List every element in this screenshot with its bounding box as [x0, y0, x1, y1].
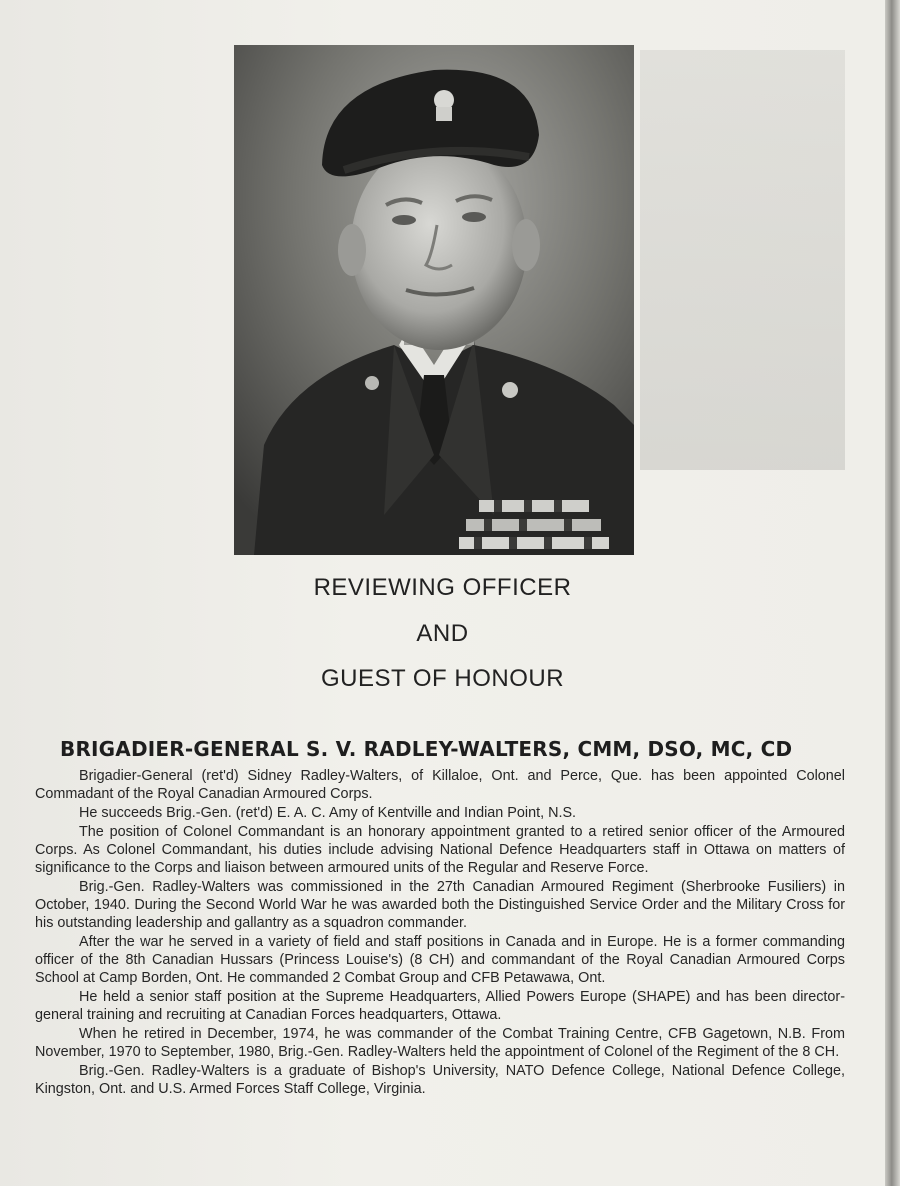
officer-name-heading: BRIGADIER-GENERAL S. V. RADLEY-WALTERS, CMM, DSO, MC, CD	[60, 737, 793, 761]
paragraph: Brigadier-General (ret'd) Sidney Radley-Walters, of Killaloe, Ont. and Perce, Que. has been appointed Colonel Commadant of the Royal Canadian Armoured Corps.	[35, 768, 845, 802]
paragraph: Brig.-Gen. Radley-Walters was commissioned in the 27th Canadian Armoured Regiment (Sherbrooke Fusiliers) in October, 1940. During the Second World War he was awarded both the Distinguished Service Order and the Military Cross for his outstanding leadership and gallantry as a squadron commander.	[35, 879, 845, 931]
page-edge	[885, 0, 900, 1186]
paragraph: The position of Colonel Commandant is an honorary appointment granted to a retired senior officer of the Armoured Corps. As Colonel Commandant, his duties include advising National Defence Headquarters staff in Ottawa on matters of significance to the Corps and liaison between armoured units of the Regular and Reserve Force.	[35, 824, 845, 876]
biography-text	[35, 767, 845, 1099]
portrait-photo	[234, 45, 634, 555]
heading-guest-of-honour: GUEST OF HONOUR	[320, 665, 565, 692]
paragraph: Brig.-Gen. Radley-Walters is a graduate of Bishop's University, NATO Defence College, National Defence College, Kingston, Ont. and U.S. Armed Forces Staff College, Virginia.	[35, 1063, 845, 1097]
bleed-through-shadow	[640, 50, 845, 470]
portrait-illustration	[234, 45, 634, 555]
medal-ribbons	[459, 500, 609, 549]
heading-reviewing-officer: REVIEWING OFFICER	[313, 574, 572, 601]
paragraph: When he retired in December, 1974, he was commander of the Combat Training Centre, CFB Gagetown, N.B. From November, 1970 to September, 1980, Brig.-Gen. Radley-Walters held the appointment of Colonel of the Regiment of the 8 CH.	[35, 1026, 845, 1060]
paragraph: He succeeds Brig.-Gen. (ret'd) E. A. C. Amy of Kentville and Indian Point, N.S.	[79, 805, 577, 821]
heading-and: AND	[416, 620, 469, 647]
paragraph: He held a senior staff position at the Supreme Headquarters, Allied Powers Europe (SHAPE) and has been director-general training and recruiting at Canadian Forces headquarters, Ottawa.	[35, 989, 845, 1023]
paragraph: After the war he served in a variety of field and staff positions in Canada and in Europe. He is a former commanding officer of the 8th Canadian Hussars (Princess Louise's) (8 CH) and commandant of the Royal Canadian Armoured Corps School at Camp Borden, Ont. He commanded 2 Combat Group and CFB Petawawa, Ont.	[35, 934, 845, 986]
